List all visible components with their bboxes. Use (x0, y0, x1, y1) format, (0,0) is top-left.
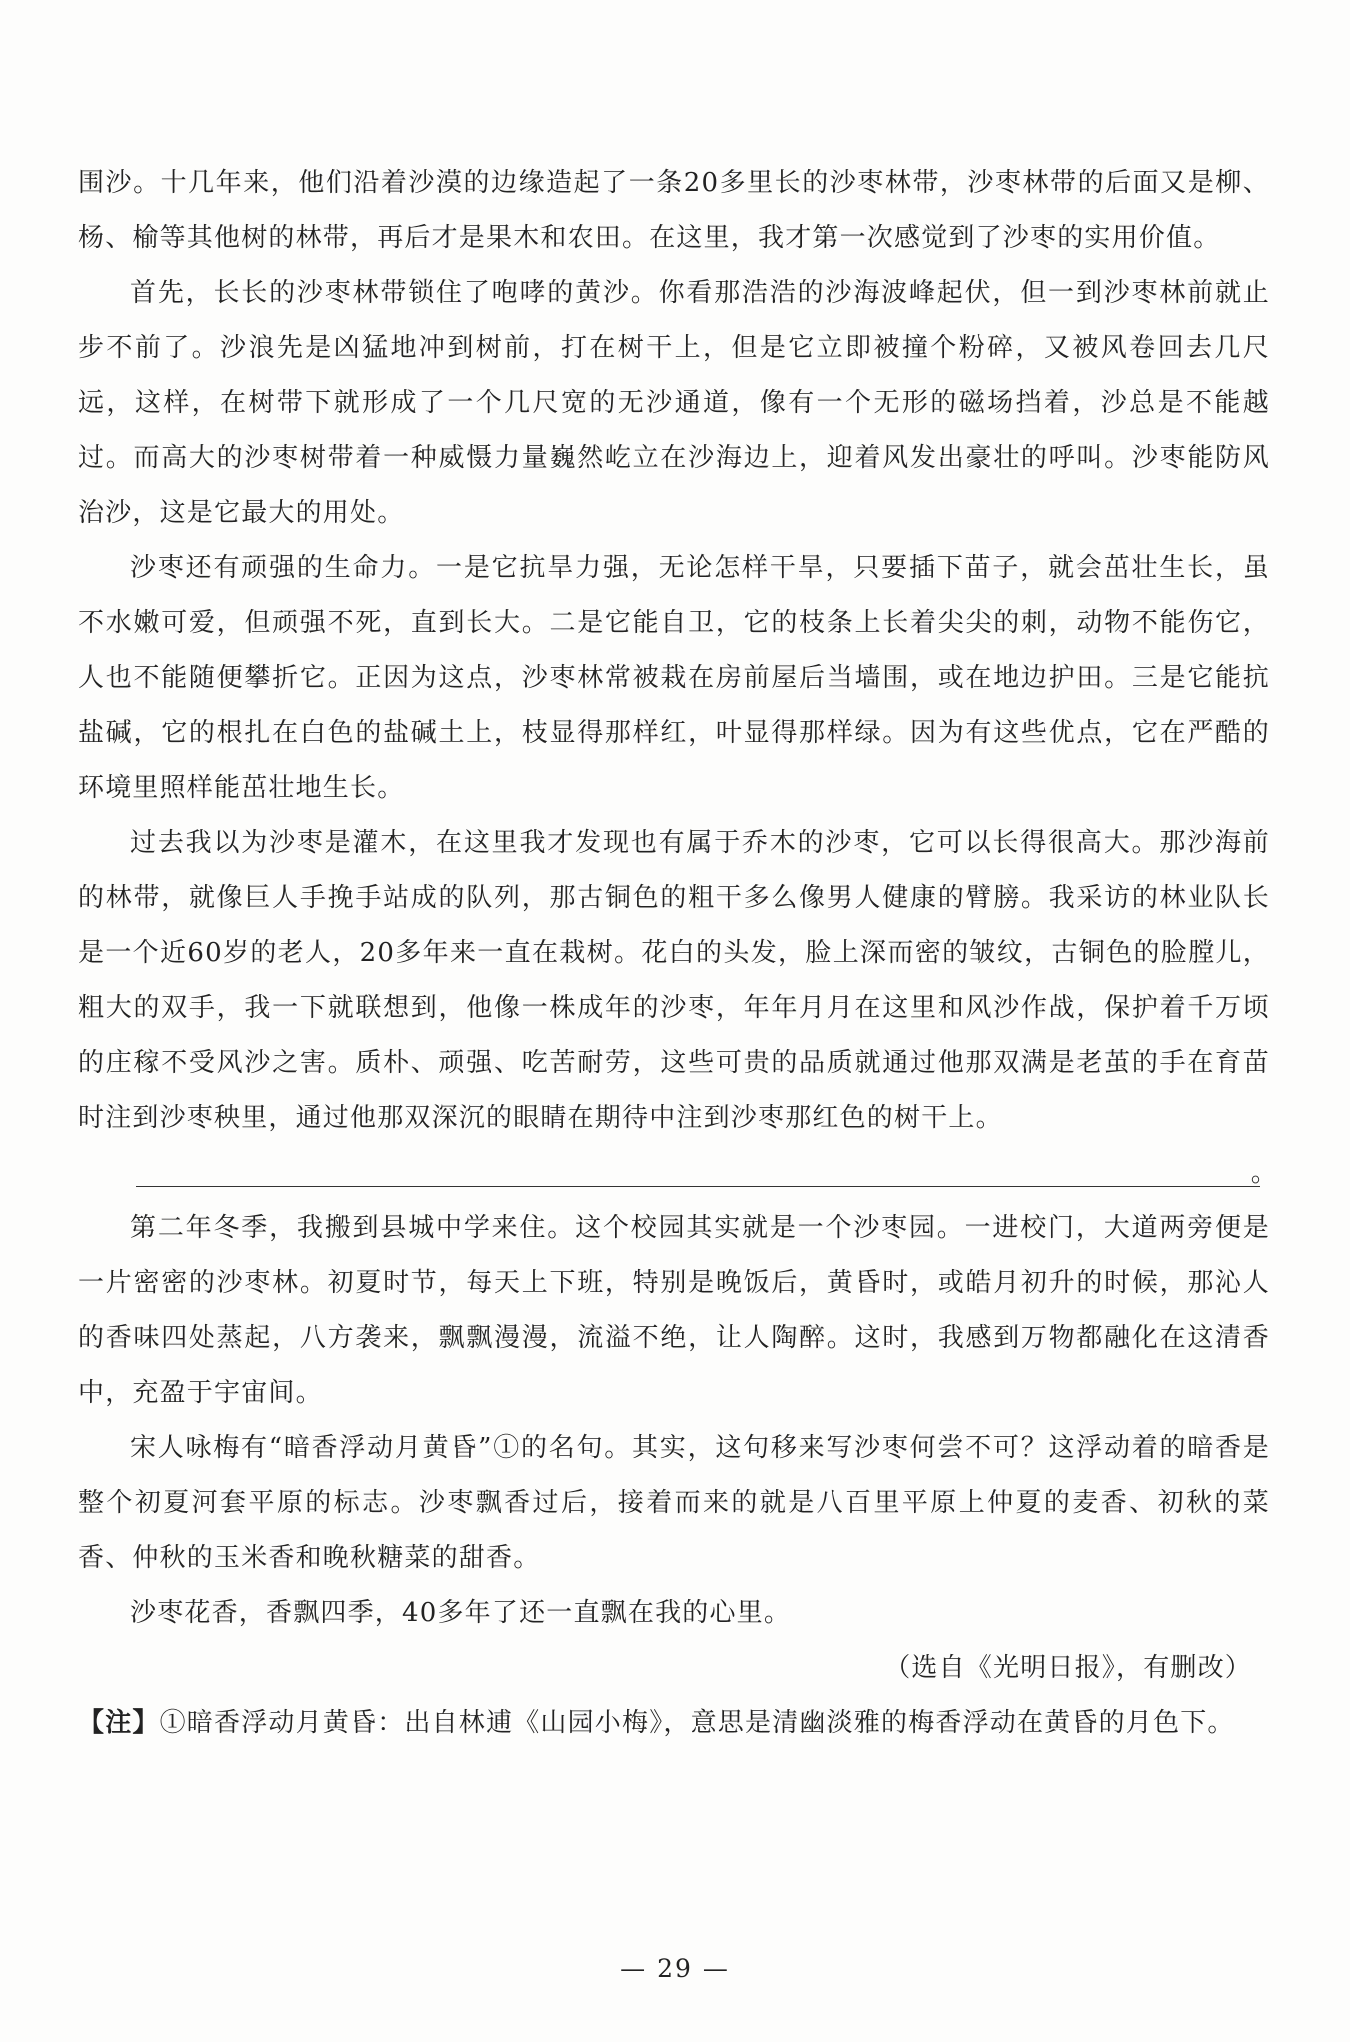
footnote-text: ①暗香浮动月黄昏：出自林逋《山园小梅》，意思是清幽淡雅的梅香浮动在黄昏的月色下。 (159, 1708, 1235, 1738)
paragraph-5: 第二年冬季，我搬到县城中学来住。这个校园其实就是一个沙枣园。一进校门，大道两旁便是一片密密的沙枣林。初夏时节，每天上下班，特别是晚饭后，黄昏时，或皓月初升的时候，那沁人的香味四处蒸起，八方袭来，飘飘漫漫，流溢不绝，让人陶醉。这时，我感到万物都融化在这清香中，充盈于宇宙间。 (78, 1213, 1270, 1408)
paragraph-1: 围沙。十几年来，他们沿着沙漠的边缘造起了一条20多里长的沙枣林带，沙枣林带的后面又是柳、杨、榆等其他树的林带，再后才是果木和农田。在这里，我才第一次感觉到了沙枣的实用价值。 (78, 168, 1270, 253)
paragraph-7: 沙枣花香，香飘四季，40多年了还一直飘在我的心里。 (130, 1598, 792, 1628)
blank-line-period: 。 (1250, 1158, 1278, 1188)
paragraph-3: 沙枣还有顽强的生命力。一是它抗旱力强，无论怎样干旱，只要插下苗子，就会茁壮生长，虽不水嫩可爱，但顽强不死，直到长大。二是它能自卫，它的枝条上长着尖尖的刺，动物不能伤它，人也不能随便攀折它。正因为这点，沙枣林常被栽在房前屋后当墙围，或在地边护田。三是它能抗盐碱，它的根扎在白色的盐碱土上，枝显得那样红，叶显得那样绿。因为有这些优点，它在严酷的环境里照样能茁壮地生长。 (78, 553, 1270, 803)
source-citation: （选自《光明日报》，有删改） (884, 1653, 1252, 1683)
article-body (78, 156, 1278, 1751)
footnote (78, 1696, 1270, 1751)
paragraph-4: 过去我以为沙枣是灌木，在这里我才发现也有属于乔木的沙枣，它可以长得很高大。那沙海前的林带，就像巨人手挽手站成的队列，那古铜色的粗干多么像男人健康的臂膀。我采访的林业队长是一个近60岁的老人，20多年来一直在栽树。花白的头发，脸上深而密的皱纹，古铜色的脸膛儿，粗大的双手，我一下就联想到，他像一株成年的沙枣，年年月月在这里和风沙作战，保护着千万顷的庄稼不受风沙之害。质朴、顽强、吃苦耐劳，这些可贵的品质就通过他那双满是老茧的手在育苗时注到沙枣秧里，通过他那双深沉的眼睛在期待中注到沙枣那红色的树干上。 (78, 828, 1270, 1133)
fill-in-blank-line[interactable] (78, 1146, 1278, 1201)
page-number: — 29 — (620, 1954, 730, 1983)
paragraph-2: 首先，长长的沙枣林带锁住了咆哮的黄沙。你看那浩浩的沙海波峰起伏，但一到沙枣林前就止步不前了。沙浪先是凶猛地冲到树前，打在树干上，但是它立即被撞个粉碎，又被风卷回去几尺远，这样，在树带下就形成了一个几尺宽的无沙通道，像有一个无形的磁场挡着，沙总是不能越过。而高大的沙枣树带着一种威慑力量巍然屹立在沙海边上，迎着风发出豪壮的呼叫。沙枣能防风治沙，这是它最大的用处。 (78, 278, 1270, 528)
blank-underline (136, 1186, 1260, 1187)
footnote-label: 【注】 (78, 1708, 160, 1738)
paragraph-6: 宋人咏梅有“暗香浮动月黄昏”①的名句。其实，这句移来写沙枣何尝不可？这浮动着的暗香是整个初夏河套平原的标志。沙枣飘香过后，接着而来的就是八百里平原上仲夏的麦香、初秋的菜香、仲秋的玉米香和晚秋糖菜的甜香。 (78, 1433, 1270, 1573)
